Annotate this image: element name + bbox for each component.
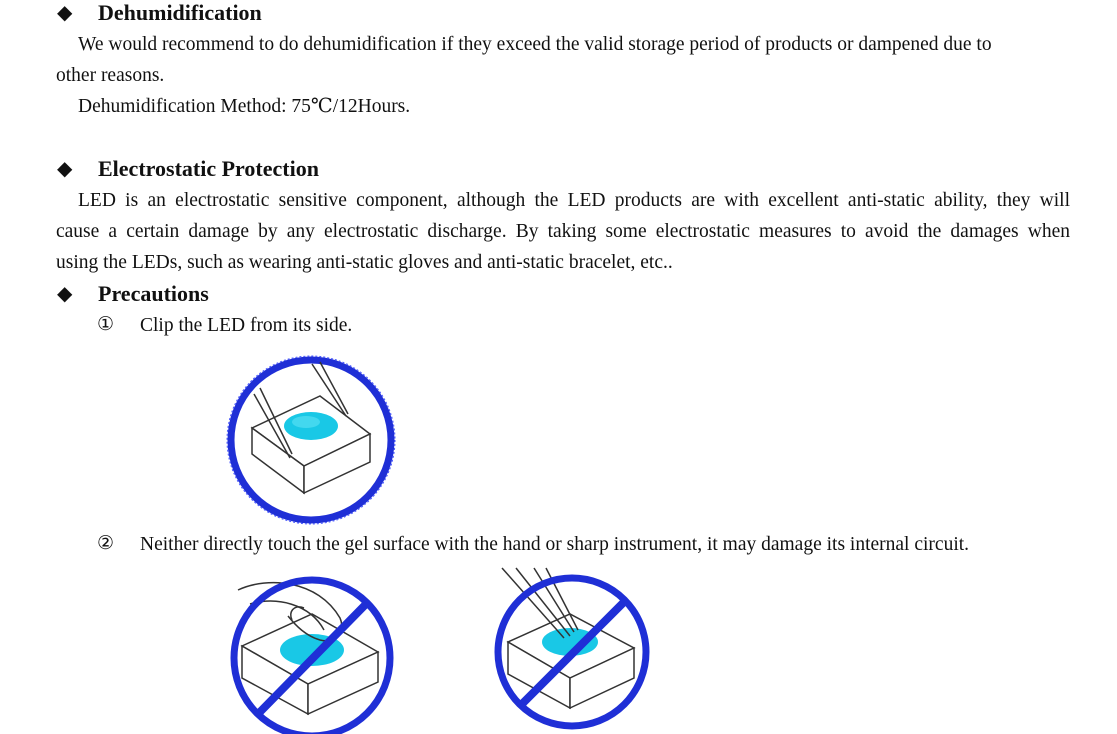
led-clip-side-illustration [224, 358, 400, 522]
item-marker: ② [97, 533, 115, 554]
led-package-icon [252, 396, 370, 493]
section-heading-precautions: Precautions [98, 281, 209, 306]
item-marker: ① [97, 314, 115, 335]
section-heading-electrostatic: Electrostatic Protection [98, 156, 319, 181]
paragraph-line: other reasons. [56, 65, 165, 86]
paragraph-line: cause a certain damage by any electrostatic discharge. By taking some electrostatic measures to avoid the damages when [56, 221, 1070, 242]
paragraph-line: We would recommend to do dehumidification if they exceed the valid storage period of products or dampened due to [78, 34, 992, 55]
finger-touch-prohibited-illustration [228, 574, 398, 734]
paragraph-line: LED is an electrostatic sensitive component, although the LED products are with excellent anti-static ability, they will [78, 190, 1070, 211]
precaution-item-text: Clip the LED from its side. [140, 315, 353, 336]
bullet-diamond: ◆ [57, 158, 73, 180]
bullet-diamond: ◆ [57, 283, 73, 305]
tweezers-touch-prohibited-illustration [494, 566, 654, 726]
dehumidification-method: Dehumidification Method: 75℃/12Hours. [78, 96, 411, 117]
paragraph-line: using the LEDs, such as wearing anti-static gloves and anti-static bracelet, etc.. [56, 252, 673, 273]
precaution-item-text: Neither directly touch the gel surface with the hand or sharp instrument, it may damage its internal circuit. [140, 534, 970, 555]
section-heading-dehumidification: Dehumidification [98, 0, 262, 25]
bullet-diamond: ◆ [57, 2, 73, 24]
